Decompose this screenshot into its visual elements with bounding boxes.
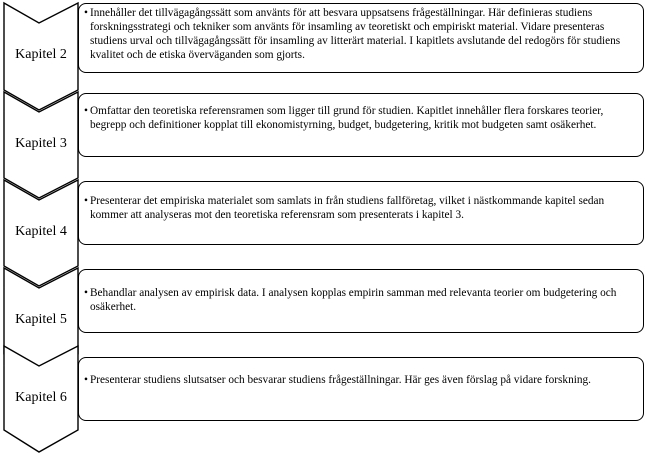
bullet-marker: • [84,7,88,19]
chapter-description-box [78,181,644,245]
chapter-label: Kapitel 2 [15,47,67,62]
chapter-description-box [78,269,644,333]
bullet-marker: • [84,105,88,117]
bullet-marker: • [84,374,88,386]
chapter-label: Kapitel 4 [15,224,67,239]
chapter-label: Kapitel 6 [15,390,67,405]
chapter-description: Omfattar den teoretiska referensramen som ligger till grund för studien. Kapitlet innehåller flera forskares teorier, begrepp och definitioner kopplat till ekonomistyrning, budget, budgetering, kritik mot budgeten samt osäkerhet. [90,105,604,131]
bullet-marker: • [84,287,88,299]
bullet-marker: • [84,195,88,207]
chapter-description-box [78,93,644,157]
chapter-description: Presenterar studiens slutsatser och besvarar studiens frågeställningar. Här ges även förslag på vidare forskning. [90,374,591,386]
chapter-description: Presenterar det empiriska materialet som samlats in från studiens fallföretag, vilket i nästkommande kapitel sedan kommer att analyseras mot den teoretiska referensram som presenterats i kapitel 3. [90,195,605,221]
chapter-description-box [78,357,644,421]
chapter-description: Innehåller det tillvägagångssätt som använts för att besvara uppsatsens frågeställningar. Här definieras studiens forskningsstrategi och tekniker som använts för insamling av teoretiskt och empiriskt material. Vidare presenteras studiens urval och tillvägagångssätt för insamling av litterärt material. I kapitlets avslutande del redogörs för studiens kvalitet och de etiska överväganden som gjorts. [90,7,621,61]
chapter-label: Kapitel 5 [15,312,67,327]
chapter-description-box [78,3,644,73]
chapter-label: Kapitel 3 [15,136,67,151]
chapter-description: Behandlar analysen av empirisk data. I analysen kopplas empirin samman med relevanta teorier om budgetering och osäkerhet. [90,287,617,313]
